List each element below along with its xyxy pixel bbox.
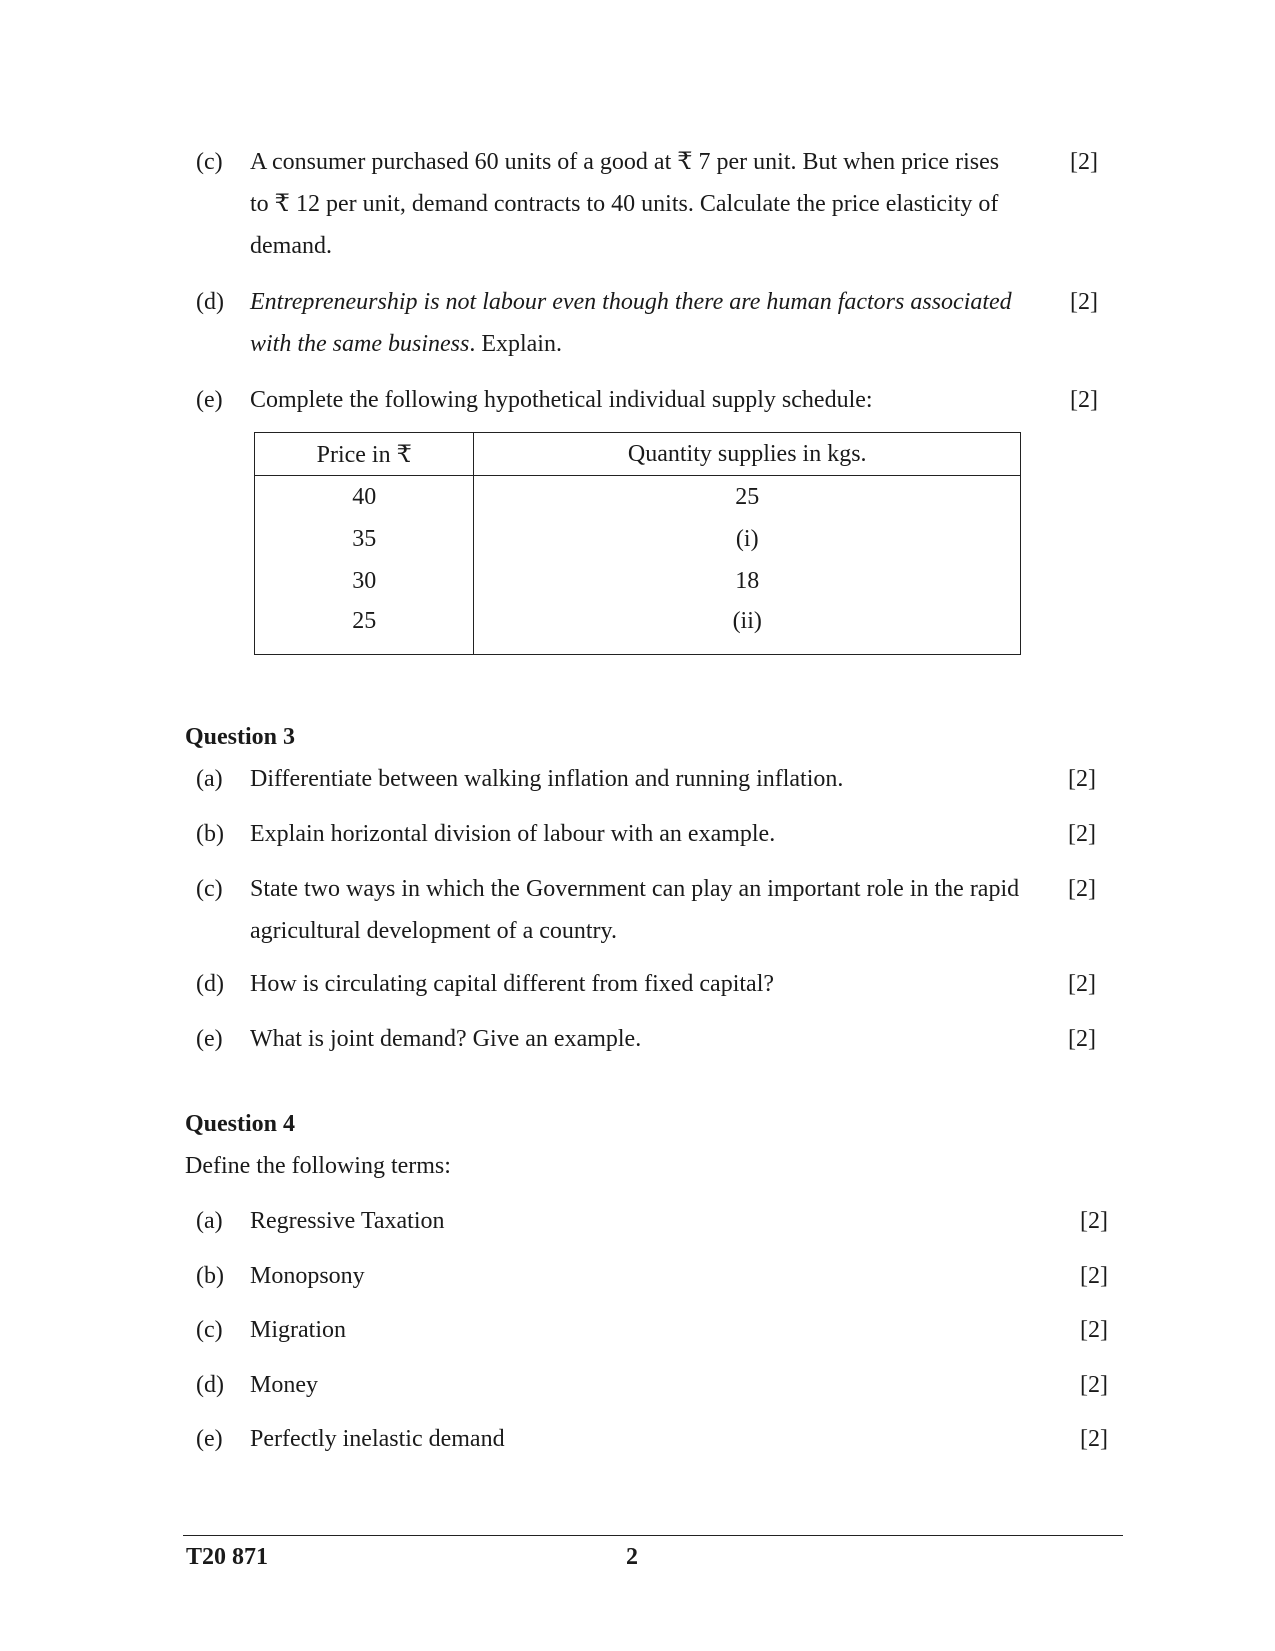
q3c-item: [196, 868, 1116, 952]
q4c-text: Migration: [250, 1317, 346, 1343]
table-cell-quantity: (i): [474, 518, 1021, 560]
q3a-label: (a): [196, 766, 223, 792]
q3c-marks: [2]: [1068, 876, 1096, 902]
q3b-label: (b): [196, 821, 224, 847]
supply-schedule-table: [254, 432, 1021, 655]
question4-intro: Define the following terms:: [185, 1153, 451, 1179]
q2e-label: (e): [196, 387, 223, 413]
table-cell-price: 30: [255, 560, 474, 602]
question4-title: Question 4: [185, 1111, 296, 1137]
q4c-marks: [2]: [1080, 1317, 1108, 1343]
q3d-text: How is circulating capital different from fixed capital?: [250, 971, 775, 997]
q4c-label: (c): [196, 1317, 223, 1343]
table-cell-quantity: (ii): [474, 602, 1021, 655]
footer-page-number: 2: [626, 1544, 638, 1570]
q4e-label: (e): [196, 1426, 223, 1452]
table-cell-price: 40: [255, 476, 474, 519]
q3e-item: [196, 1018, 1116, 1060]
q2d-marks: [2]: [1070, 289, 1098, 315]
q2d-item: [196, 281, 1116, 365]
q2c-text-line2: to ₹ 12 per unit, demand contracts to 40 units. Calculate the price elasticity of: [250, 191, 999, 217]
q2e-text: Complete the following hypothetical individual supply schedule:: [250, 387, 873, 413]
q3d-item: [196, 963, 1116, 1005]
q4d-text: Money: [250, 1372, 318, 1398]
q3d-label: (d): [196, 971, 224, 997]
q2c-marks: [2]: [1070, 149, 1098, 175]
q4b-text: Monopsony: [250, 1263, 365, 1289]
table-row: [255, 518, 1021, 560]
q4b-item: [196, 1255, 1116, 1297]
table-header-row: [255, 433, 1021, 476]
q2d-label: (d): [196, 289, 224, 315]
q4d-item: [196, 1364, 1116, 1406]
q2d-text-line2-rest: . Explain.: [469, 331, 562, 357]
q4a-label: (a): [196, 1208, 223, 1234]
table-cell-quantity: 18: [474, 560, 1021, 602]
table-cell-price: 25: [255, 602, 474, 655]
q3e-label: (e): [196, 1026, 223, 1052]
q4e-item: [196, 1418, 1116, 1460]
table-row: [255, 560, 1021, 602]
q4a-item: [196, 1200, 1116, 1242]
q2d-text-line2-italic: with the same business: [250, 331, 470, 357]
table-cell-quantity: 25: [474, 476, 1021, 519]
q3e-text: What is joint demand? Give an example.: [250, 1026, 642, 1052]
q2d-text-line1: Entrepreneurship is not labour even though there are human factors associated: [250, 289, 1012, 315]
q3a-item: [196, 758, 1116, 800]
q4e-marks: [2]: [1080, 1426, 1108, 1452]
q4d-label: (d): [196, 1372, 224, 1398]
q4a-text: Regressive Taxation: [250, 1208, 445, 1234]
q3c-text-line1: State two ways in which the Government can play an important role in the rapid: [250, 876, 1020, 902]
table-row: [255, 602, 1021, 655]
q3a-text: Differentiate between walking inflation and running inflation.: [250, 766, 844, 792]
q2c-text-line1: A consumer purchased 60 units of a good at ₹ 7 per unit. But when price rises: [250, 149, 1000, 175]
q3d-marks: [2]: [1068, 971, 1096, 997]
table-row: [255, 476, 1021, 519]
q3c-text-line2: agricultural development of a country.: [250, 918, 617, 944]
question3-title: Question 3: [185, 724, 296, 750]
q3a-marks: [2]: [1068, 766, 1096, 792]
q3b-item: [196, 813, 1116, 855]
q4b-label: (b): [196, 1263, 224, 1289]
table-header-quantity: Quantity supplies in kgs.: [474, 433, 1021, 476]
q2c-label: (c): [196, 149, 223, 175]
footer-divider: [183, 1535, 1123, 1536]
table-header-price: Price in ₹: [255, 433, 474, 476]
q4c-item: [196, 1309, 1116, 1351]
footer-paper-code: T20 871: [186, 1544, 269, 1570]
q3c-label: (c): [196, 876, 223, 902]
q3b-text: Explain horizontal division of labour with an example.: [250, 821, 776, 847]
q4b-marks: [2]: [1080, 1263, 1108, 1289]
q3e-marks: [2]: [1068, 1026, 1096, 1052]
q4a-marks: [2]: [1080, 1208, 1108, 1234]
q2c-text-line3: demand.: [250, 233, 332, 259]
q3b-marks: [2]: [1068, 821, 1096, 847]
q4e-text: Perfectly inelastic demand: [250, 1426, 505, 1452]
q2e-item: [196, 379, 1116, 421]
q2e-marks: [2]: [1070, 387, 1098, 413]
q4d-marks: [2]: [1080, 1372, 1108, 1398]
table-cell-price: 35: [255, 518, 474, 560]
q2c-item: [196, 141, 1116, 267]
